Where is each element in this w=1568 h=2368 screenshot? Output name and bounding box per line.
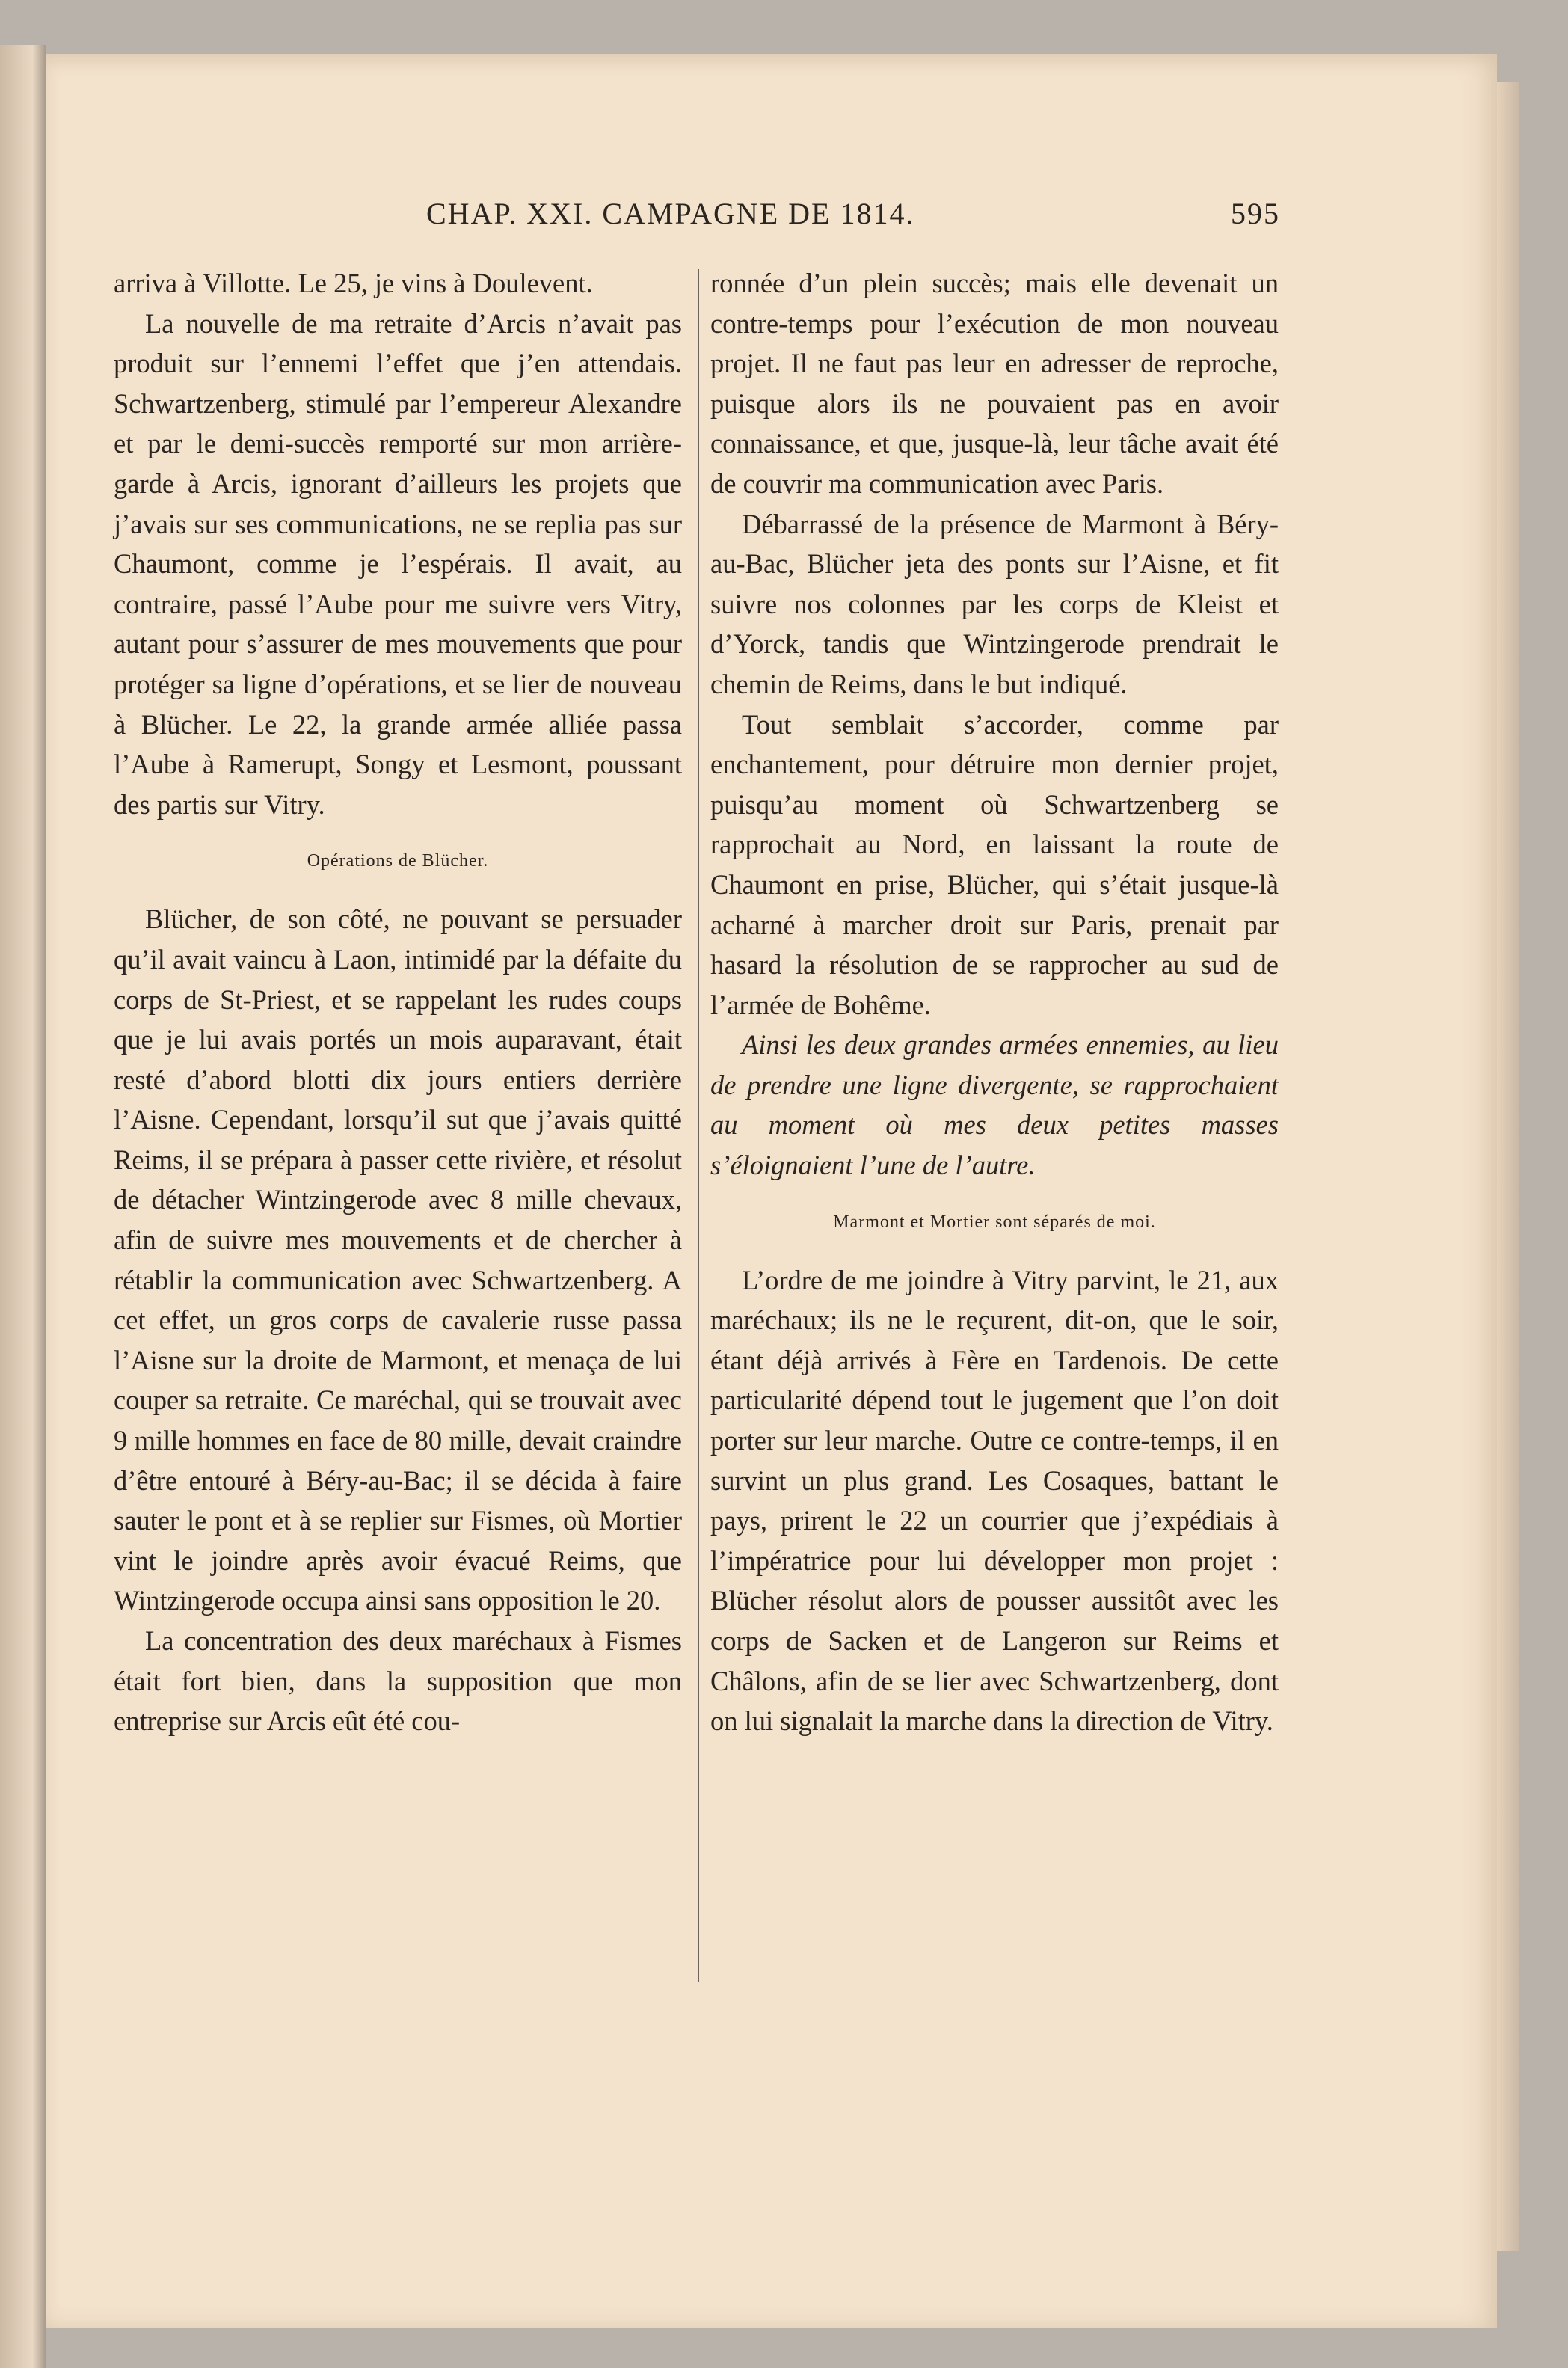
chapter-title: CHAP. XXI. CAMPAGNE DE 1814. — [426, 197, 915, 230]
paragraph: La nouvelle de ma retraite d’Arcis n’avait pas produit sur l’ennemi l’effet que j’en attendais. Schwartzenberg, stimulé par l’empereur Alexandre et par le demi-succès remporté sur mon arrière-garde à Arcis, ignorant d’ailleurs les projets que j’avais sur ses communications, ne se replia pas sur Chaumont, comme je l’espérais. Il avait, au contraire, passé l’Aube pour me suivre vers Vitry, autant pour s’assurer de mes mouvements que pour protéger sa ligne d’opérations, et se lier de nouveau à Blücher. Le 22, la grande armée alliée passa l’Aube à Ramerupt, Songy et Lesmont, poussant des partis sur Vitry. — [114, 307, 682, 820]
facing-page-edge — [0, 45, 46, 2368]
paragraph: Blücher, de son côté, ne pouvant se persuader qu’il avait vaincu à Laon, intimidé par la défaite du corps de St-Priest, et se rappelant les rudes coups que je lui avais portés un mois auparavant, était resté d’abord blotti dix jours entiers derrière l’Aisne. Cependant, lorsqu’il sut que j’avais quitté Reims, il se prépara à passer cette rivière, et résolut de détacher Wintzingerode avec 8 mille chevaux, afin de suivre mes mouvements et de chercher à rétablir la communication avec Schwartzenberg. A cet effet, un gros corps de cavalerie russe passa l’Aisne sur la droite de Marmont, et menaça de lui couper sa retraite. Ce maréchal, qui se trouvait avec 9 mille hommes en face de 80 mille, devait craindre d’être entouré à Béry-au-Bac; il se décida à faire sauter le pont et à se replier sur Fismes, où Mortier vint le joindre après avoir évacué Reims, que Wintzingerode occupa ainsi sans opposition le 20. — [114, 904, 682, 1616]
paragraph: La concentration des deux maréchaux à Fismes était fort bien, dans la supposition que mon entreprise sur Arcis eût été cou- — [114, 1625, 682, 1737]
page-number: 595 — [1231, 197, 1280, 230]
paragraph: Débarrassé de la présence de Marmont à Béry-au-Bac, Blücher jeta des ponts sur l’Aisne, et fit suivre nos colonnes par les corps de Kleist et d’Yorck, tandis que Wintzingerode prendrait le chemin de Reims, dans le but indiqué. — [710, 508, 1279, 699]
paragraph: Tout semblait s’accorder, comme par enchantement, pour détruire mon dernier projet, puisqu’au moment où Schwartzenberg se rapprochait au Nord, en laissant la route de Chaumont en prise, Blücher, qui s’était jusque-là acharné à marcher droit sur Paris, prenait par hasard la résolution de se rapprocher au sud de l’armée de Bohême. — [710, 708, 1279, 1020]
page-edge — [1497, 82, 1519, 2251]
paragraph: arriva à Villotte. Le 25, je vins à Doulevent. — [114, 268, 593, 298]
section-heading: Marmont et Mortier sont séparés de moi. — [833, 1212, 1156, 1232]
section-heading: Opérations de Blücher. — [307, 851, 489, 871]
column-divider — [698, 269, 699, 1982]
italic-paragraph: Ainsi les deux grandes armées ennemies, au lieu de prendre une ligne divergente, se rapprochaient au moment où mes deux petites masses s’éloignaient l’une de l’autre. — [710, 1029, 1279, 1181]
left-column — [114, 263, 682, 1741]
right-column — [710, 263, 1279, 1741]
paragraph: L’ordre de me joindre à Vitry parvint, le 21, aux maréchaux; ils ne le reçurent, dit-on, que le soir, étant déjà arrivés à Fère en Tardenois. De cette particularité dépend tout le jugement que l’on doit porter sur leur marche. Outre ce contre-temps, il en survint un plus grand. Les Cosaques, battant le pays, prirent le 22 un courrier que j’expédiais à l’impératrice pour lui développer mon projet : Blücher résolut alors de pousser aussitôt avec les corps de Sacken et de Langeron sur Reims et Châlons, afin de se lier avec Schwartzenberg, dont on lui signalait la marche dans la direction de Vitry. — [710, 1264, 1279, 1737]
paragraph: ronnée d’un plein succès; mais elle devenait un contre-temps pour l’exécution de mon nouveau projet. Il ne faut pas leur en adresser de reproche, puisque alors ils ne pouvaient pas en avoir connaissance, et que, jusque-là, leur tâche avait été de couvrir ma communication avec Paris. — [710, 268, 1279, 499]
